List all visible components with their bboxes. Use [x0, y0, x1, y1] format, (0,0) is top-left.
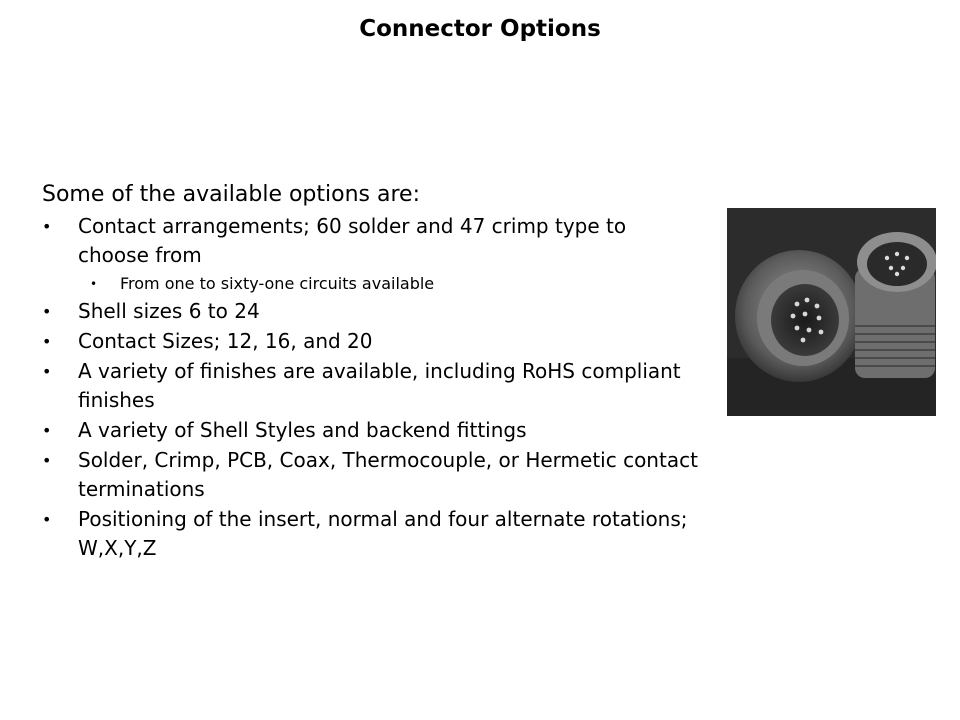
- bullet-shell-styles: • A variety of Shell Styles and backend fittings: [42, 416, 702, 445]
- intro-text: Some of the available options are:: [42, 182, 420, 207]
- connector-photo-graphic: [727, 208, 936, 416]
- slide-body: [42, 180, 702, 564]
- bullet-contact-sizes: • Contact Sizes; 12, 16, and 20: [42, 327, 702, 356]
- connector-photo: [727, 208, 936, 416]
- bullet-finishes: • A variety of finishes are available, including RoHS compliant finishes: [42, 357, 702, 415]
- bullet-insert-positioning: • Positioning of the insert, normal and four alternate rotations; W,X,Y,Z: [42, 505, 702, 563]
- slide-title: Connector Options: [359, 16, 601, 42]
- bullet-shell-sizes: • Shell sizes 6 to 24: [42, 297, 702, 326]
- bullet-list: [42, 212, 702, 563]
- bullet-terminations: • Solder, Crimp, PCB, Coax, Thermocouple, or Hermetic contact terminations: [42, 446, 702, 504]
- sub-bullet-circuits: • From one to sixty-one circuits available: [42, 271, 702, 297]
- bullet-contact-arrangements: • Contact arrangements; 60 solder and 47 crimp type to choose from: [42, 212, 702, 270]
